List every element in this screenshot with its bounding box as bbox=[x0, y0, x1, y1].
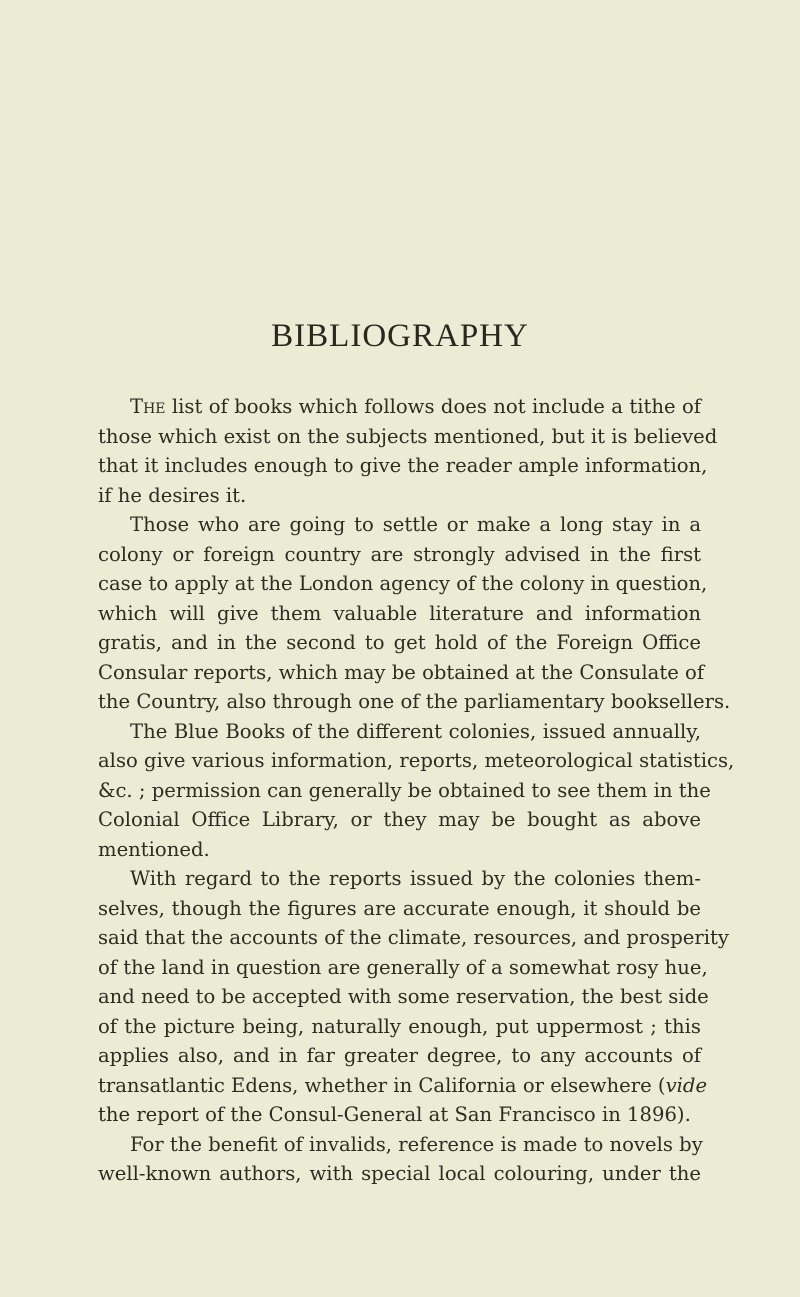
text-line: and need to be accepted with some reservation, the best side bbox=[98, 985, 709, 1008]
text-line: well-known authors, with special local colouring, under the bbox=[98, 1162, 701, 1185]
text-line: For the benefit of invalids, reference is made to novels by bbox=[130, 1132, 703, 1156]
text-line: the report of the Consul-General at San Francisco in 1896). bbox=[98, 1103, 691, 1126]
text-line: With regard to the reports issued by the colonies them- bbox=[130, 867, 701, 890]
text-line: case to apply at the London agency of the colony in question, bbox=[98, 572, 708, 595]
text-line: transatlantic Edens, whether in California or elsewhere (vide bbox=[98, 1073, 708, 1097]
text-line: colony or foreign country are strongly advised in the first bbox=[98, 542, 701, 566]
text-line: Colonial Office Library, or they may be bought as above bbox=[98, 808, 701, 831]
body-text bbox=[98, 392, 735, 1189]
text-line: gratis, and in the second to get hold of the Foreign Office bbox=[98, 631, 701, 654]
text-line: the Country, also through one of the parliamentary booksellers. bbox=[98, 690, 731, 713]
text-line: &c. ; permission can generally be obtained to see them in the bbox=[98, 778, 711, 802]
text-line: Those who are going to settle or make a long stay in a bbox=[130, 513, 701, 536]
text-line: which will give them valuable literature and information bbox=[98, 601, 701, 625]
text-line: if he desires it. bbox=[98, 483, 247, 507]
text-line: The Blue Books of the different colonies, issued annually, bbox=[130, 719, 701, 743]
text-line: mentioned. bbox=[98, 837, 210, 861]
text-line: selves, though the figures are accurate enough, it should be bbox=[98, 896, 701, 920]
text-line: The list of books which follows does not include a tithe of bbox=[130, 395, 701, 418]
text-line: applies also, and in far greater degree, to any accounts of bbox=[98, 1044, 701, 1067]
text-line: also give various information, reports, meteorological statistics, bbox=[98, 749, 735, 772]
text-line: Consular reports, which may be obtained at the Consulate of bbox=[98, 660, 705, 684]
text-line: those which exist on the subjects mentioned, but it is believed bbox=[98, 424, 718, 448]
text-line: that it includes enough to give the reader ample information, bbox=[98, 454, 708, 477]
text-line: said that the accounts of the climate, resources, and prosperity bbox=[98, 926, 729, 949]
text-line: of the land in question are generally of a somewhat rosy hue, bbox=[98, 955, 708, 979]
text-line: of the picture being, naturally enough, put uppermost ; this bbox=[98, 1014, 701, 1038]
page-title: BIBLIOGRAPHY bbox=[271, 318, 529, 354]
